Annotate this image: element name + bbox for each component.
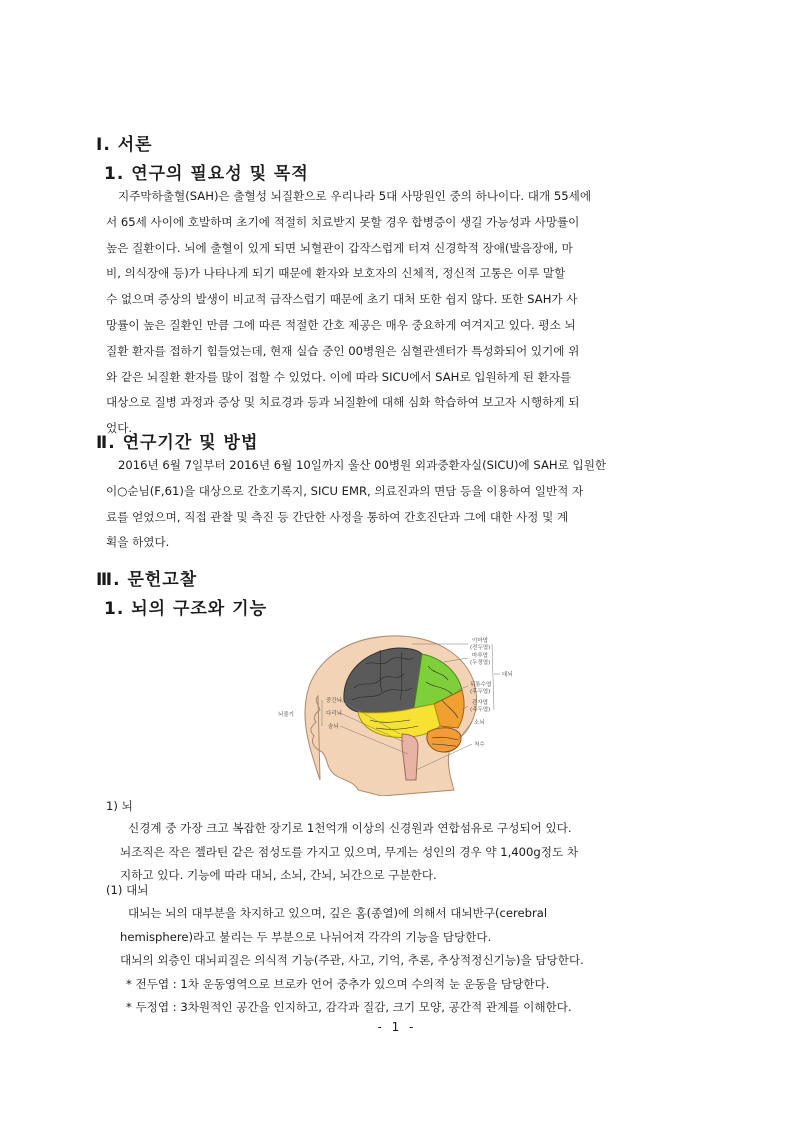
- label-spinal-cord: 척수: [474, 742, 485, 748]
- paragraph-line: 서 65세 사이에 호발하며 초기에 적절히 치료받지 못할 경우 합병증이 생길 가능성과 사망률이: [106, 214, 580, 229]
- brain-cerebellum: [427, 728, 461, 752]
- label-pons: 다리뇌: [326, 711, 342, 717]
- subheading-brain-structure: 1. 뇌의 구조와 기능: [104, 599, 267, 619]
- paragraph-line: 망률이 높은 질환인 만큼 그에 따른 적절한 간호 제공은 매우 중요하게 여겨지고 있다. 평소 뇌: [106, 317, 576, 332]
- subheading-need-purpose: 1. 연구의 필요성 및 목적: [104, 164, 309, 184]
- label-occipital: 뒤통수엽: [470, 682, 492, 688]
- paragraph-line: 질환 환자를 접하기 힘들었는데, 현재 실습 중인 00병원은 심혈관센터가 특성화되어 있기에 위: [106, 343, 580, 358]
- label-temporal-en: (측두엽): [470, 707, 491, 713]
- brain-diagram: [262, 630, 532, 796]
- paragraph-line: 와 같은 뇌질환 환자를 많이 접할 수 있었다. 이에 따라 SICU에서 SAH로 입원하게 된 환자를: [106, 369, 572, 384]
- section-heading-intro: Ⅰ. 서론: [96, 135, 153, 155]
- paragraph-line: 획을 하였다.: [106, 535, 170, 550]
- label-cerebrum: 대뇌: [502, 672, 513, 678]
- label-cerebellum: 소뇌: [474, 720, 485, 726]
- cerebrum-section-title: (1) 대뇌: [106, 883, 149, 897]
- label-parietal-en: (두정엽): [470, 660, 491, 666]
- label-temporal: 관자엽: [472, 700, 488, 706]
- label-occipital-en: (후두엽): [470, 689, 491, 695]
- intro-paragraph: [106, 184, 698, 442]
- method-paragraph: [106, 453, 698, 556]
- cerebrum-paragraph: [120, 902, 700, 1020]
- paragraph-line: 대뇌는 뇌의 대부분을 차지하고 있으며, 깊은 홈(종열)에 의해서 대뇌반구(cerebral: [128, 906, 548, 920]
- paragraph-line: 대상으로 질병 과정과 증상 및 치료경과 등과 뇌질환에 대해 심화 학습하여 보고자 시행하게 되: [106, 395, 580, 410]
- section-heading-literature: Ⅲ. 문헌고찰: [96, 570, 198, 590]
- bullet-parietal-lobe: * 두정엽 : 3차원적인 공간을 인지하고, 감각과 질감, 크기 모양, 공간적 관계를 이해한다.: [126, 1000, 572, 1014]
- section-heading-period-method: Ⅱ. 연구기간 및 방법: [96, 433, 259, 453]
- brain-section-title: 1) 뇌: [106, 799, 133, 813]
- brain-paragraph: [120, 817, 700, 888]
- paragraph-line: 뇌조직은 작은 젤라틴 같은 점성도를 가지고 있으며, 무게는 성인의 경우 약 1,400g정도 차: [120, 844, 579, 859]
- bullet-frontal-lobe: * 전두엽 : 1차 운동영역으로 브로카 언어 중추가 있으며 수의적 눈 운동을 담당한다.: [126, 976, 550, 991]
- paragraph-line: 지주막하출혈(SAH)은 출혈성 뇌질환으로 우리나라 5대 사망원인 중의 하나이다. 대개 55세에: [118, 189, 592, 203]
- paragraph-line: hemisphere)라고 불리는 두 부분으로 나뉘어져 각각의 기능을 담당한다.: [120, 929, 492, 944]
- paragraph-line: 었다.: [106, 421, 133, 436]
- paragraph-line: 이○순님(F,61)을 대상으로 간호기록지, SICU EMR, 의료진과의 면담 등을 이용하여 일반적 자: [106, 483, 584, 498]
- label-frontal: 이마엽: [472, 638, 488, 644]
- paragraph-line: 지하고 있다. 기능에 따라 대뇌, 소뇌, 간뇌, 뇌간으로 구분한다.: [120, 868, 437, 882]
- label-midbrain: 중간뇌: [326, 698, 342, 704]
- paragraph-line: 높은 질환이다. 뇌에 출혈이 있게 되면 뇌혈관이 갑작스럽게 터져 신경학적 장애(발음장애, 마: [106, 240, 573, 255]
- paragraph-line: 수 없으며 증상의 발생이 비교적 급작스럽기 때문에 초기 대처 또한 쉽지 않다. 또한 SAH가 사: [106, 292, 578, 307]
- paragraph-line: 신경계 중 가장 크고 복잡한 장기로 1천억개 이상의 신경원과 연합섬유로 구성되어 있다.: [128, 821, 572, 835]
- paragraph-line: 대뇌의 외층인 대뇌피질은 의식적 기능(주관, 사고, 기억, 추론, 추상적정신기능)을 담당한다.: [120, 953, 584, 967]
- paragraph-line: 료를 얻었으며, 직접 관찰 및 측진 등 간단한 사정을 통하여 간호진단과 그에 대한 사정 및 계: [106, 509, 569, 524]
- brain-diagram-figure: [262, 630, 532, 796]
- label-medulla: 숨뇌: [328, 724, 339, 730]
- paragraph-line: 2016년 6월 7일부터 2016년 6월 10일까지 울산 00병원 외과중환자실(SICU)에 SAH로 입원한: [118, 458, 607, 472]
- label-brainstem: 뇌줄기: [278, 712, 294, 718]
- paragraph-line: 비, 의식장애 등)가 나타나게 되기 때문에 환자와 보호자의 신체적, 정신적 고통은 이루 말할: [106, 266, 566, 281]
- page-number: - 1 -: [377, 1020, 417, 1034]
- label-parietal: 마루엽: [472, 653, 488, 659]
- label-frontal-en: (전두엽): [470, 645, 491, 651]
